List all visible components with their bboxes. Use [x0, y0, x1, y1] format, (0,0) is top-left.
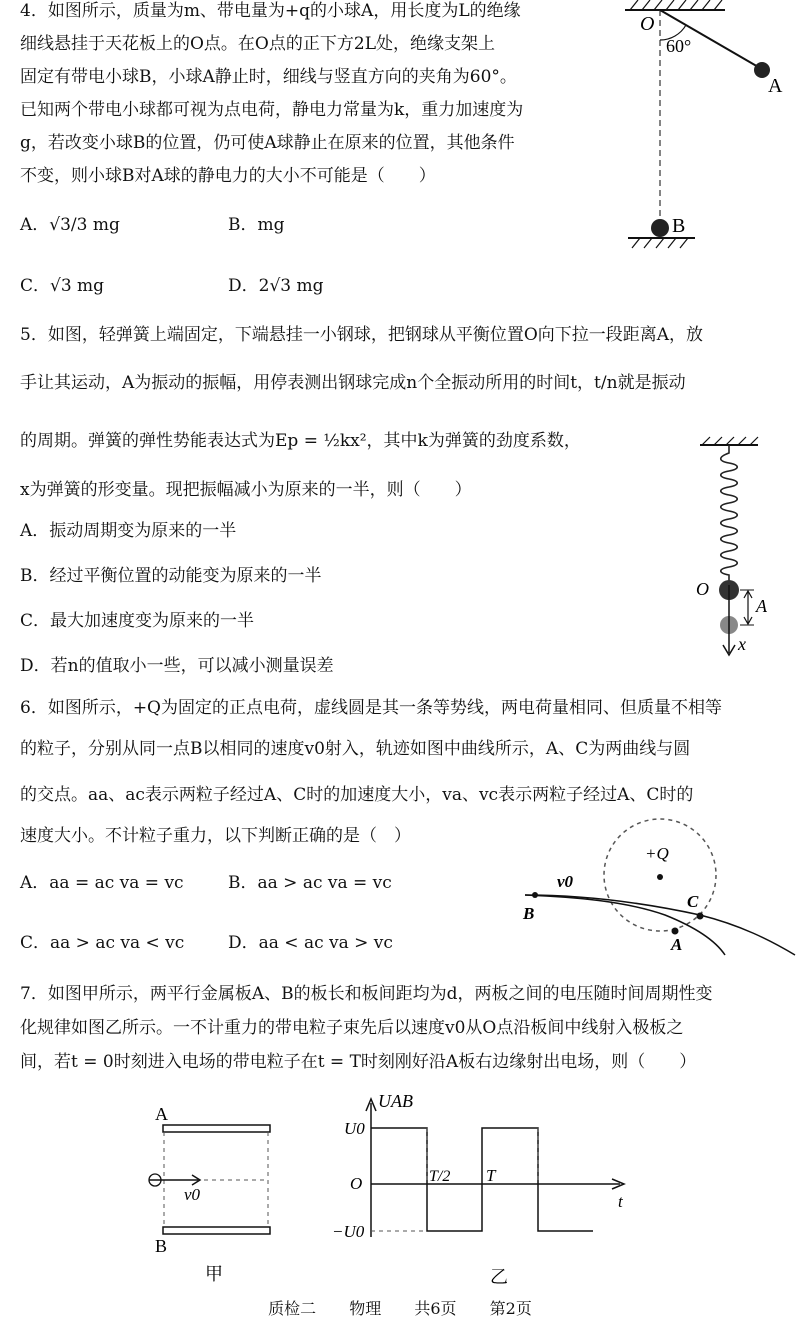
q6-option-b[interactable]: B．aa > ac va = vc: [228, 873, 392, 893]
q6-charge-figure: [515, 815, 800, 960]
q7-line-1: 7．如图甲所示，两平行金属板A、B的板长和板间距均为d，两板之间的电压随时间周期性变: [20, 984, 713, 1004]
q5-line-2: 手让其运动，A为振动的振幅，用停表测出钢球完成n个全振动所用的时间t，t/n就是振动: [20, 373, 686, 393]
footer-subject: 物理: [349, 1299, 382, 1318]
q4-fig-label-a: A: [768, 75, 783, 97]
q7-jia-label-v0: v0: [184, 1185, 201, 1204]
q5-spring-figure: [680, 435, 790, 660]
q5-line-3: 的周期。弹簧的弹性势能表达式为Ep = ½kx²，其中k为弹簧的劲度系数，: [20, 431, 581, 451]
q4-option-b[interactable]: B．mg: [228, 215, 285, 235]
q5-fig-label-o: O: [696, 579, 709, 599]
q6-line-4: 速度大小。不计粒子重力，以下判断正确的是（ ）: [20, 826, 411, 846]
page-footer: [0, 1296, 800, 1319]
q6-option-d[interactable]: D．aa < ac va > vc: [228, 933, 393, 953]
q4-option-a[interactable]: A．√3/3 mg: [20, 215, 120, 235]
q7-yi-label-t-half: T/2: [429, 1168, 451, 1185]
footer-page-number: 第2页: [489, 1299, 532, 1318]
footer-exam-name: 质检二: [268, 1299, 317, 1318]
q6-line-3: 的交点。aa、ac表示两粒子经过A、C时的加速度大小，va、vc表示两粒子经过A、C时的: [20, 785, 694, 805]
q5-line-4: x为弹簧的形变量。现把振幅减小为原来的一半，则（ ）: [20, 480, 472, 500]
q7-jia-label-b: B: [155, 1236, 168, 1256]
q7-yi-ylabel: UAB: [378, 1091, 413, 1111]
q5-option-a[interactable]: A．振动周期变为原来的一半: [20, 521, 237, 541]
q5-option-c[interactable]: C．最大加速度变为原来的一半: [20, 611, 255, 631]
q5-fig-label-x: x: [738, 634, 746, 654]
q7-line-3: 间，若t = 0时刻进入电场的带电粒子在t = T时刻刚好沿A板右边缘射出电场，则（ ）: [20, 1052, 697, 1072]
q7-yi-label-u0: U0: [344, 1119, 365, 1138]
q4-line-1: 4．如图所示，质量为m、带电量为+q的小球A，用长度为L的绝缘: [20, 1, 521, 21]
q6-fig-label-a: A: [671, 935, 683, 954]
q6-fig-label-q: +Q: [645, 844, 669, 863]
q7-plates-figure: [140, 1100, 300, 1285]
q5-option-b[interactable]: B．经过平衡位置的动能变为原来的一半: [20, 566, 322, 586]
q7-yi-label-neg-u0: −U0: [332, 1222, 365, 1241]
q5-option-d[interactable]: D．若n的值取小一些，可以减小测量误差: [20, 656, 334, 676]
q6-line-2: 的粒子，分别从同一点B以相同的速度v0射入，轨迹如图中曲线所示，A、C为两曲线与圆: [20, 739, 691, 759]
q7-line-2: 化规律如图乙所示。一不计重力的带电粒子束先后以速度v0从O点沿板间中线射入极板之: [20, 1018, 684, 1038]
q6-fig-label-c: C: [687, 892, 699, 911]
q4-line-6: 不变，则小球B对A球的静电力的大小不可能是（ ）: [20, 166, 436, 186]
q7-yi-caption: 乙: [490, 1267, 508, 1287]
q4-option-c[interactable]: C．√3 mg: [20, 276, 105, 296]
q4-fig-label-b: B: [672, 215, 686, 237]
q4-pendulum-figure: [600, 0, 800, 260]
q7-yi-xlabel: t: [618, 1192, 623, 1211]
q4-fig-angle: 60°: [666, 36, 692, 56]
q6-option-a[interactable]: A．aa = ac va = vc: [20, 873, 184, 893]
q7-jia-label-a: A: [155, 1104, 168, 1124]
q4-fig-label-o: O: [640, 13, 655, 35]
q7-yi-label-t: T: [486, 1166, 496, 1185]
q4-line-2: 细线悬挂于天花板上的O点。在O点的正下方2L处，绝缘支架上: [20, 34, 495, 54]
q5-line-1: 5．如图，轻弹簧上端固定，下端悬挂一小钢球，把钢球从平衡位置O向下拉一段距离A，放: [20, 325, 704, 345]
q6-option-c[interactable]: C．aa > ac va < vc: [20, 933, 185, 953]
q4-line-3: 固定有带电小球B，小球A静止时，细线与竖直方向的夹角为60°。: [20, 67, 517, 87]
footer-total-pages: 共6页: [414, 1299, 457, 1318]
q6-fig-label-v0: v0: [557, 872, 574, 891]
q4-line-4: 已知两个带电小球都可视为点电荷，静电力常量为k，重力加速度为: [20, 100, 524, 120]
q4-option-d[interactable]: D．2√3 mg: [228, 276, 324, 296]
q4-line-5: g，若改变小球B的位置，仍可使A球静止在原来的位置，其他条件: [20, 133, 515, 153]
q6-fig-label-b: B: [523, 904, 535, 923]
q7-jia-caption: 甲: [205, 1264, 223, 1284]
q7-voltage-graph: [330, 1085, 640, 1290]
q7-yi-label-o: O: [350, 1174, 363, 1193]
q5-fig-label-a: A: [756, 596, 767, 616]
q6-line-1: 6．如图所示，+Q为固定的正点电荷，虚线圆是其一条等势线，两电荷量相同、但质量不相等: [20, 698, 722, 718]
